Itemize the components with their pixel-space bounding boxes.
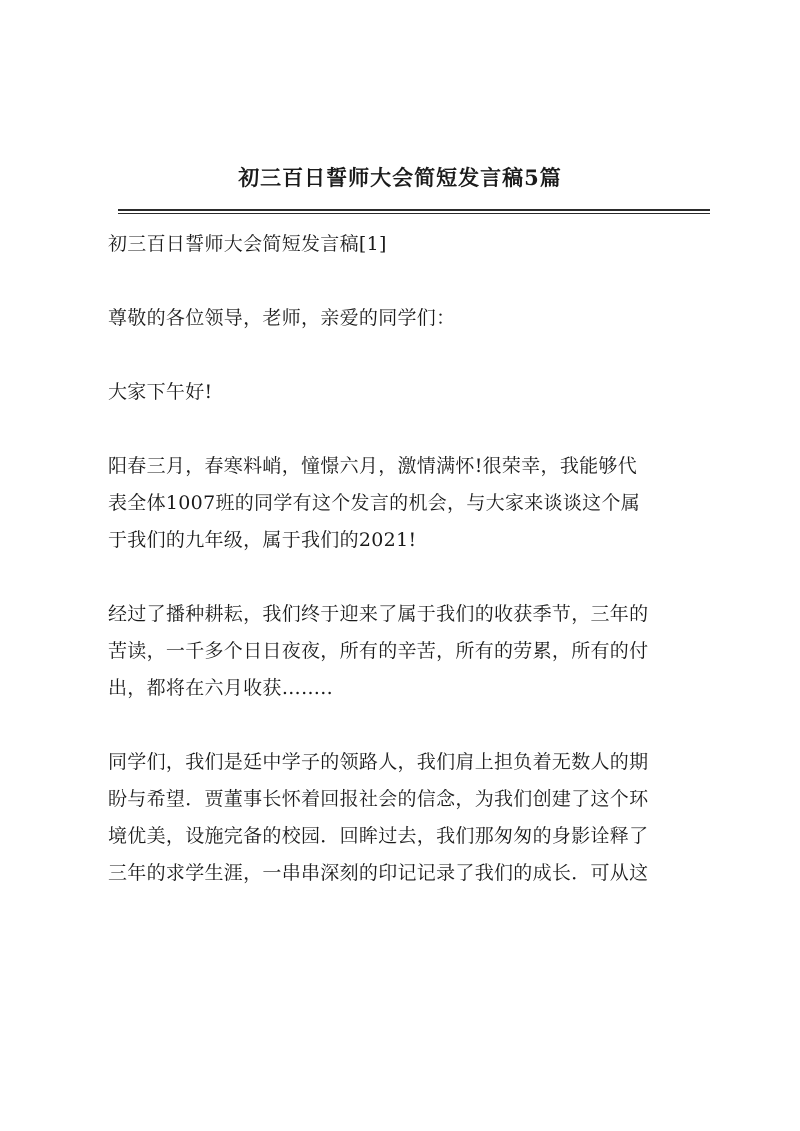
paragraph-line: 境优美，设施完备的校园．回眸过去，我们那匆匆的身影诠释了 (108, 825, 649, 847)
paragraph-line: 经过了播种耕耘，我们终于迎来了属于我们的收获季节，三年的 (108, 603, 649, 625)
title-divider (118, 209, 710, 214)
paragraph-line: 于我们的九年级，属于我们的2021! (108, 529, 417, 551)
document-body (108, 226, 708, 929)
paragraph-line: 苦读，一千多个日日夜夜，所有的辛苦，所有的劳累，所有的付 (108, 640, 649, 662)
paragraph-2 (108, 596, 708, 707)
greeting-line: 尊敬的各位领导，老师，亲爱的同学们： (108, 307, 456, 329)
paragraph-line: 表全体1007班的同学有这个发言的机会，与大家来谈谈这个属 (108, 492, 641, 514)
paragraph-1 (108, 448, 708, 559)
paragraph-line: 三年的求学生涯，一串串深刻的印记记录了我们的成长．可从这 (108, 862, 649, 884)
paragraph-3 (108, 744, 708, 892)
section-heading: 初三百日誓师大会简短发言稿[1] (108, 233, 387, 255)
paragraph-line: 出，都将在六月收获…….. (108, 677, 333, 699)
paragraph-line: 阳春三月，春寒料峭，憧憬六月，激情满怀!很荣幸，我能够代 (108, 455, 638, 477)
document-title: 初三百日誓师大会简短发言稿5篇 (238, 165, 562, 190)
paragraph-line: 同学们，我们是廷中学子的领路人，我们肩上担负着无数人的期 (108, 751, 649, 773)
opening-line: 大家下午好! (108, 381, 213, 403)
paragraph-line: 盼与希望．贾董事长怀着回报社会的信念，为我们创建了这个环 (108, 788, 649, 810)
